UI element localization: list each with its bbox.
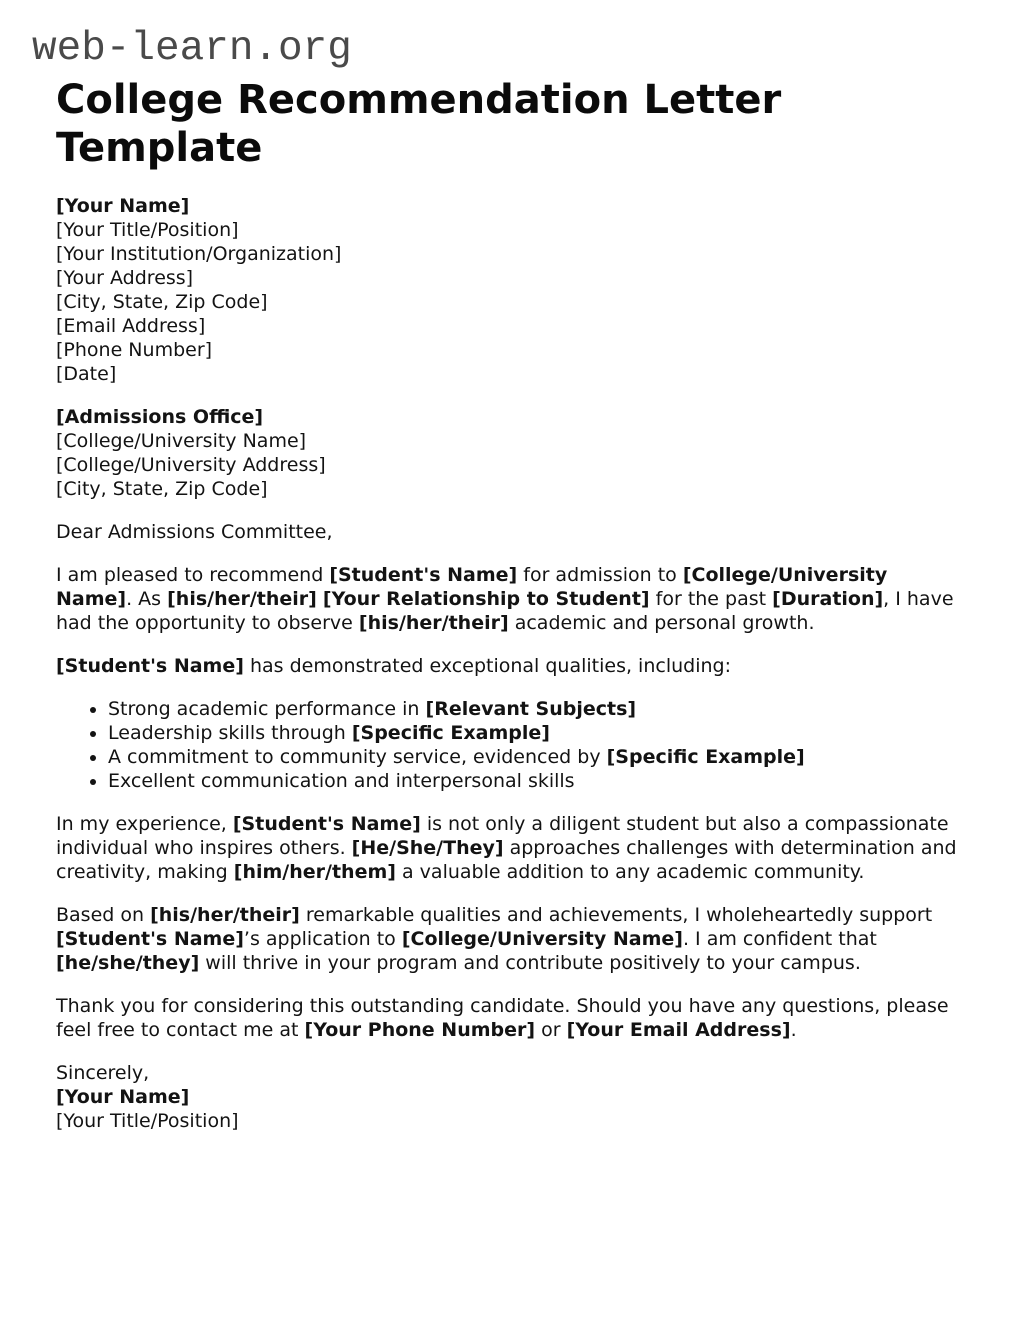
intro-paragraph: I am pleased to recommend [Student's Name] for admission to [College/University Name]. As [his/her/their] [Your Relationship to Student] for the past [Duration], I have had the opportunity to observe [his/her/their] academic and personal growth. (56, 564, 954, 634)
support-paragraph: Based on [his/her/their] remarkable qualities and achievements, I wholeheartedly support [Student's Name]’s application to [College/University Name]. I am confident that [he/she/they] will thrive in your program and contribute positively to your campus. (56, 904, 933, 974)
closing-block: Sincerely, [Your Name] [Your Title/Position] (56, 1062, 239, 1132)
list-item: • Leadership skills through [Specific Example] (108, 721, 956, 745)
site-logo: web-learn.org (32, 26, 352, 72)
experience-paragraph: In my experience, [Student's Name] is not only a diligent student but also a compassionate individual who inspires others. [He/She/They] approaches challenges with determination and creativity, making [him/her/them] a valuable addition to any academic community. (56, 813, 957, 883)
recipient-block: [Admissions Office] [College/University Name] [College/University Address] [City, State, Zip Code] (56, 406, 326, 500)
list-item: • Excellent communication and interpersonal skills (108, 769, 956, 793)
list-item: • Strong academic performance in [Relevant Subjects] (108, 697, 956, 721)
sender-block: [Your Name] [Your Title/Position] [Your Institution/Organization] [Your Address] [City, State, Zip Code] [Email Address] [Phone Number] [Date] (56, 195, 342, 385)
letter-content (56, 76, 968, 1133)
qualities-intro: [Student's Name] has demonstrated exceptional qualities, including: (56, 655, 731, 677)
list-item: • A commitment to community service, evidenced by [Specific Example] (108, 745, 956, 769)
qualities-list (56, 697, 956, 793)
page-title: College Recommendation Letter Template (56, 77, 782, 171)
salutation: Dear Admissions Committee, (56, 521, 333, 543)
thanks-paragraph: Thank you for considering this outstanding candidate. Should you have any questions, please feel free to contact me at [Your Phone Number] or [Your Email Address]. (56, 995, 949, 1041)
